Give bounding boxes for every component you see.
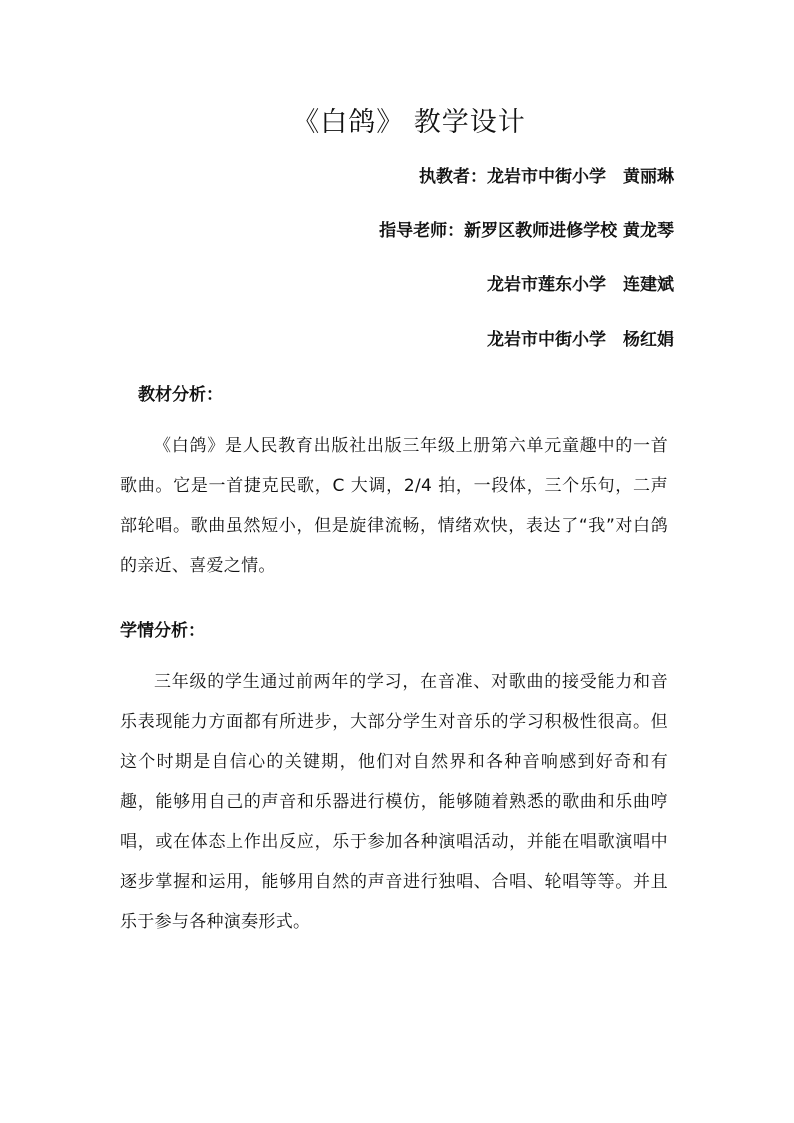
section-heading-student-analysis: 学情分析： — [120, 621, 205, 641]
credit-contributor-1: 龙岩市莲东小学 连建斌 — [487, 275, 674, 295]
section-heading-material-analysis: 教材分析： — [138, 385, 223, 405]
document-title: 《白鸽》 教学设计 — [292, 107, 526, 138]
credit-contributor-2: 龙岩市中街小学 杨红娟 — [487, 330, 674, 350]
credit-advisor: 指导老师：新罗区教师进修学校 黄龙琴 — [379, 221, 674, 241]
paragraph-material-analysis: 《白鸽》是人民教育出版社出版三年级上册第六单元童趣中的一首歌曲。它是一首捷克民歌，C 大调，2/4 拍，一段体，三个乐句，二声部轮唱。歌曲虽然短小，但是旋律流畅，情绪欢快，表达了“我”对白鸽的亲近、喜爱之情。 — [120, 436, 668, 576]
paragraph-student-analysis: 三年级的学生通过前两年的学习，在音准、对歌曲的接受能力和音乐表现能力方面都有所进步，大部分学生对音乐的学习积极性很高。但这个时期是自信心的关键期，他们对自然界和各种音响感到好奇和有趣，能够用自己的声音和乐器进行模仿，能够随着熟悉的歌曲和乐曲哼唱，或在体态上作出反应，乐于参加各种演唱活动，并能在唱歌演唱中逐步掌握和运用，能够用自然的声音进行独唱、合唱、轮唱等等。并且乐于参与各种演奏形式。 — [120, 672, 668, 932]
credit-teacher: 执教者：龙岩市中街小学 黄丽琳 — [419, 167, 674, 187]
